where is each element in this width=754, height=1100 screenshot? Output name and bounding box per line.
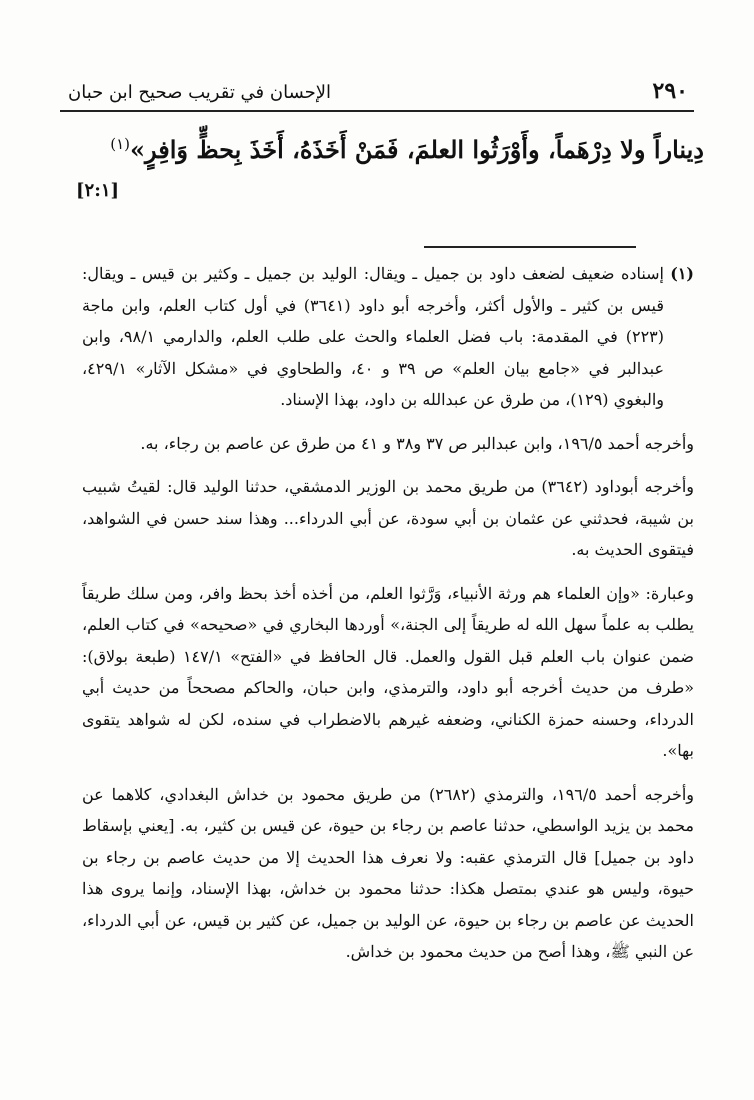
running-title: الإحسان في تقريب صحيح ابن حبان [68,82,332,103]
hadith-text [60,124,704,170]
footnote-paragraph: وأخرجه أحمد ١٩٦/٥، والترمذي (٢٦٨٢) من طريق محمود بن خداش البغدادي، كلاهما عن محمد بن يزيد الواسطي، حدثنا عاصم بن رجاء بن حيوة، عن قيس بن كثير، به. [يعني بإسقاط داود بن جميل] قال الترمذي عقبه: ولا نعرف هذا الحديث إلا من حديث عاصم بن رجاء بن حيوة، وليس هو عندي بمتصل هكذا: حدثنا محمود بن خداش، بهذا الإسناد، وإنما يروى هذا الحديث عن عاصم بن رجاء بن حيوة، عن الوليد بن جميل، عن كثير بن قيس، عن أبي الدرداء، عن النبي ﷺ، وهذا أصح من حديث محمود بن خداش. [82,784,695,961]
hadith-reference-code: [٢:١] [76,180,120,201]
footnote-paragraph: وعبارة: «وإن العلماء هم ورثة الأنبياء، وَرَّثوا العلم، من أخذه أخذ بحظ وافر، ومن سلك طريقاً يطلب به علماً سهل الله له طريقاً إلى الجنة،» أوردها البخاري في «صحيحه» في كتاب العلم، ضمن عنوان باب العلم قبل القول والعمل. قال الحافظ في «الفتح» ١٤٧/١ (طبعة بولاق): «طرف من حديث أخرجه أبو داود، والترمذي، وابن حبان، والحاكم مصححاً من حديث أبي الدرداء، وحسنه حمزة الكناني، وضعفه غيرهم بالاضطراب في سنده، لكن له شواهد يتقوى بها». [82,583,695,760]
footnote-paragraph: وأخرجه أحمد ١٩٦/٥، وابن عبدالبر ص ٣٧ و٣٨ و ٤١ من طرق عن عاصم بن رجاء، به. [140,433,694,453]
footnote-marker: (١) [670,264,694,283]
page-number: ٢٩٠ [652,78,688,104]
hadith-text-body: دِيناراً ولا دِرْهَماً، وأَوْرَثُوا العلمَ، فَمَنْ أَخَذَهُ، أَخَذَ بِحظٍّ وَافِرٍ» [130,135,704,164]
footnote-paragraph [82,258,694,416]
footnote-reference[interactable]: (١) [110,135,130,153]
footnote-text: إسناده ضعيف لضعف داود بن جميل ـ ويقال: الوليد بن جميل ـ وكثير بن قيس ـ ويقال: قيس بن كثير ـ والأول أكثر، وأخرجه أبو داود (٣٦٤١) في أول كتاب العلم، وابن ماجة (٢٢٣) في المقدمة: باب فضل العلماء والحث على طلب العلم، والدارمي ٩٨/١، وابن عبدالبر في «جامع بيان العلم» ص ٣٩ و ٤٠، والطحاوي في «مشكل الآثار» ٤٢٩/١، والبغوي (١٢٩)، من طرق عن عبدالله بن داود، بهذا الإسناد. [82,264,665,409]
footnote-paragraph: وأخرجه أبوداود (٣٦٤٢) من طريق محمد بن الوزير الدمشقي، حدثنا الوليد قال: لقيتُ شبيب بن شيبة، فحدثني عن عثمان بن أبي سودة، عن أبي الدرداء... وهذا سند حسن في الشواهد، فيتقوى الحديث به. [82,477,695,559]
footnote-divider [424,246,636,248]
page-header [60,76,694,112]
footnotes-section [82,258,694,980]
